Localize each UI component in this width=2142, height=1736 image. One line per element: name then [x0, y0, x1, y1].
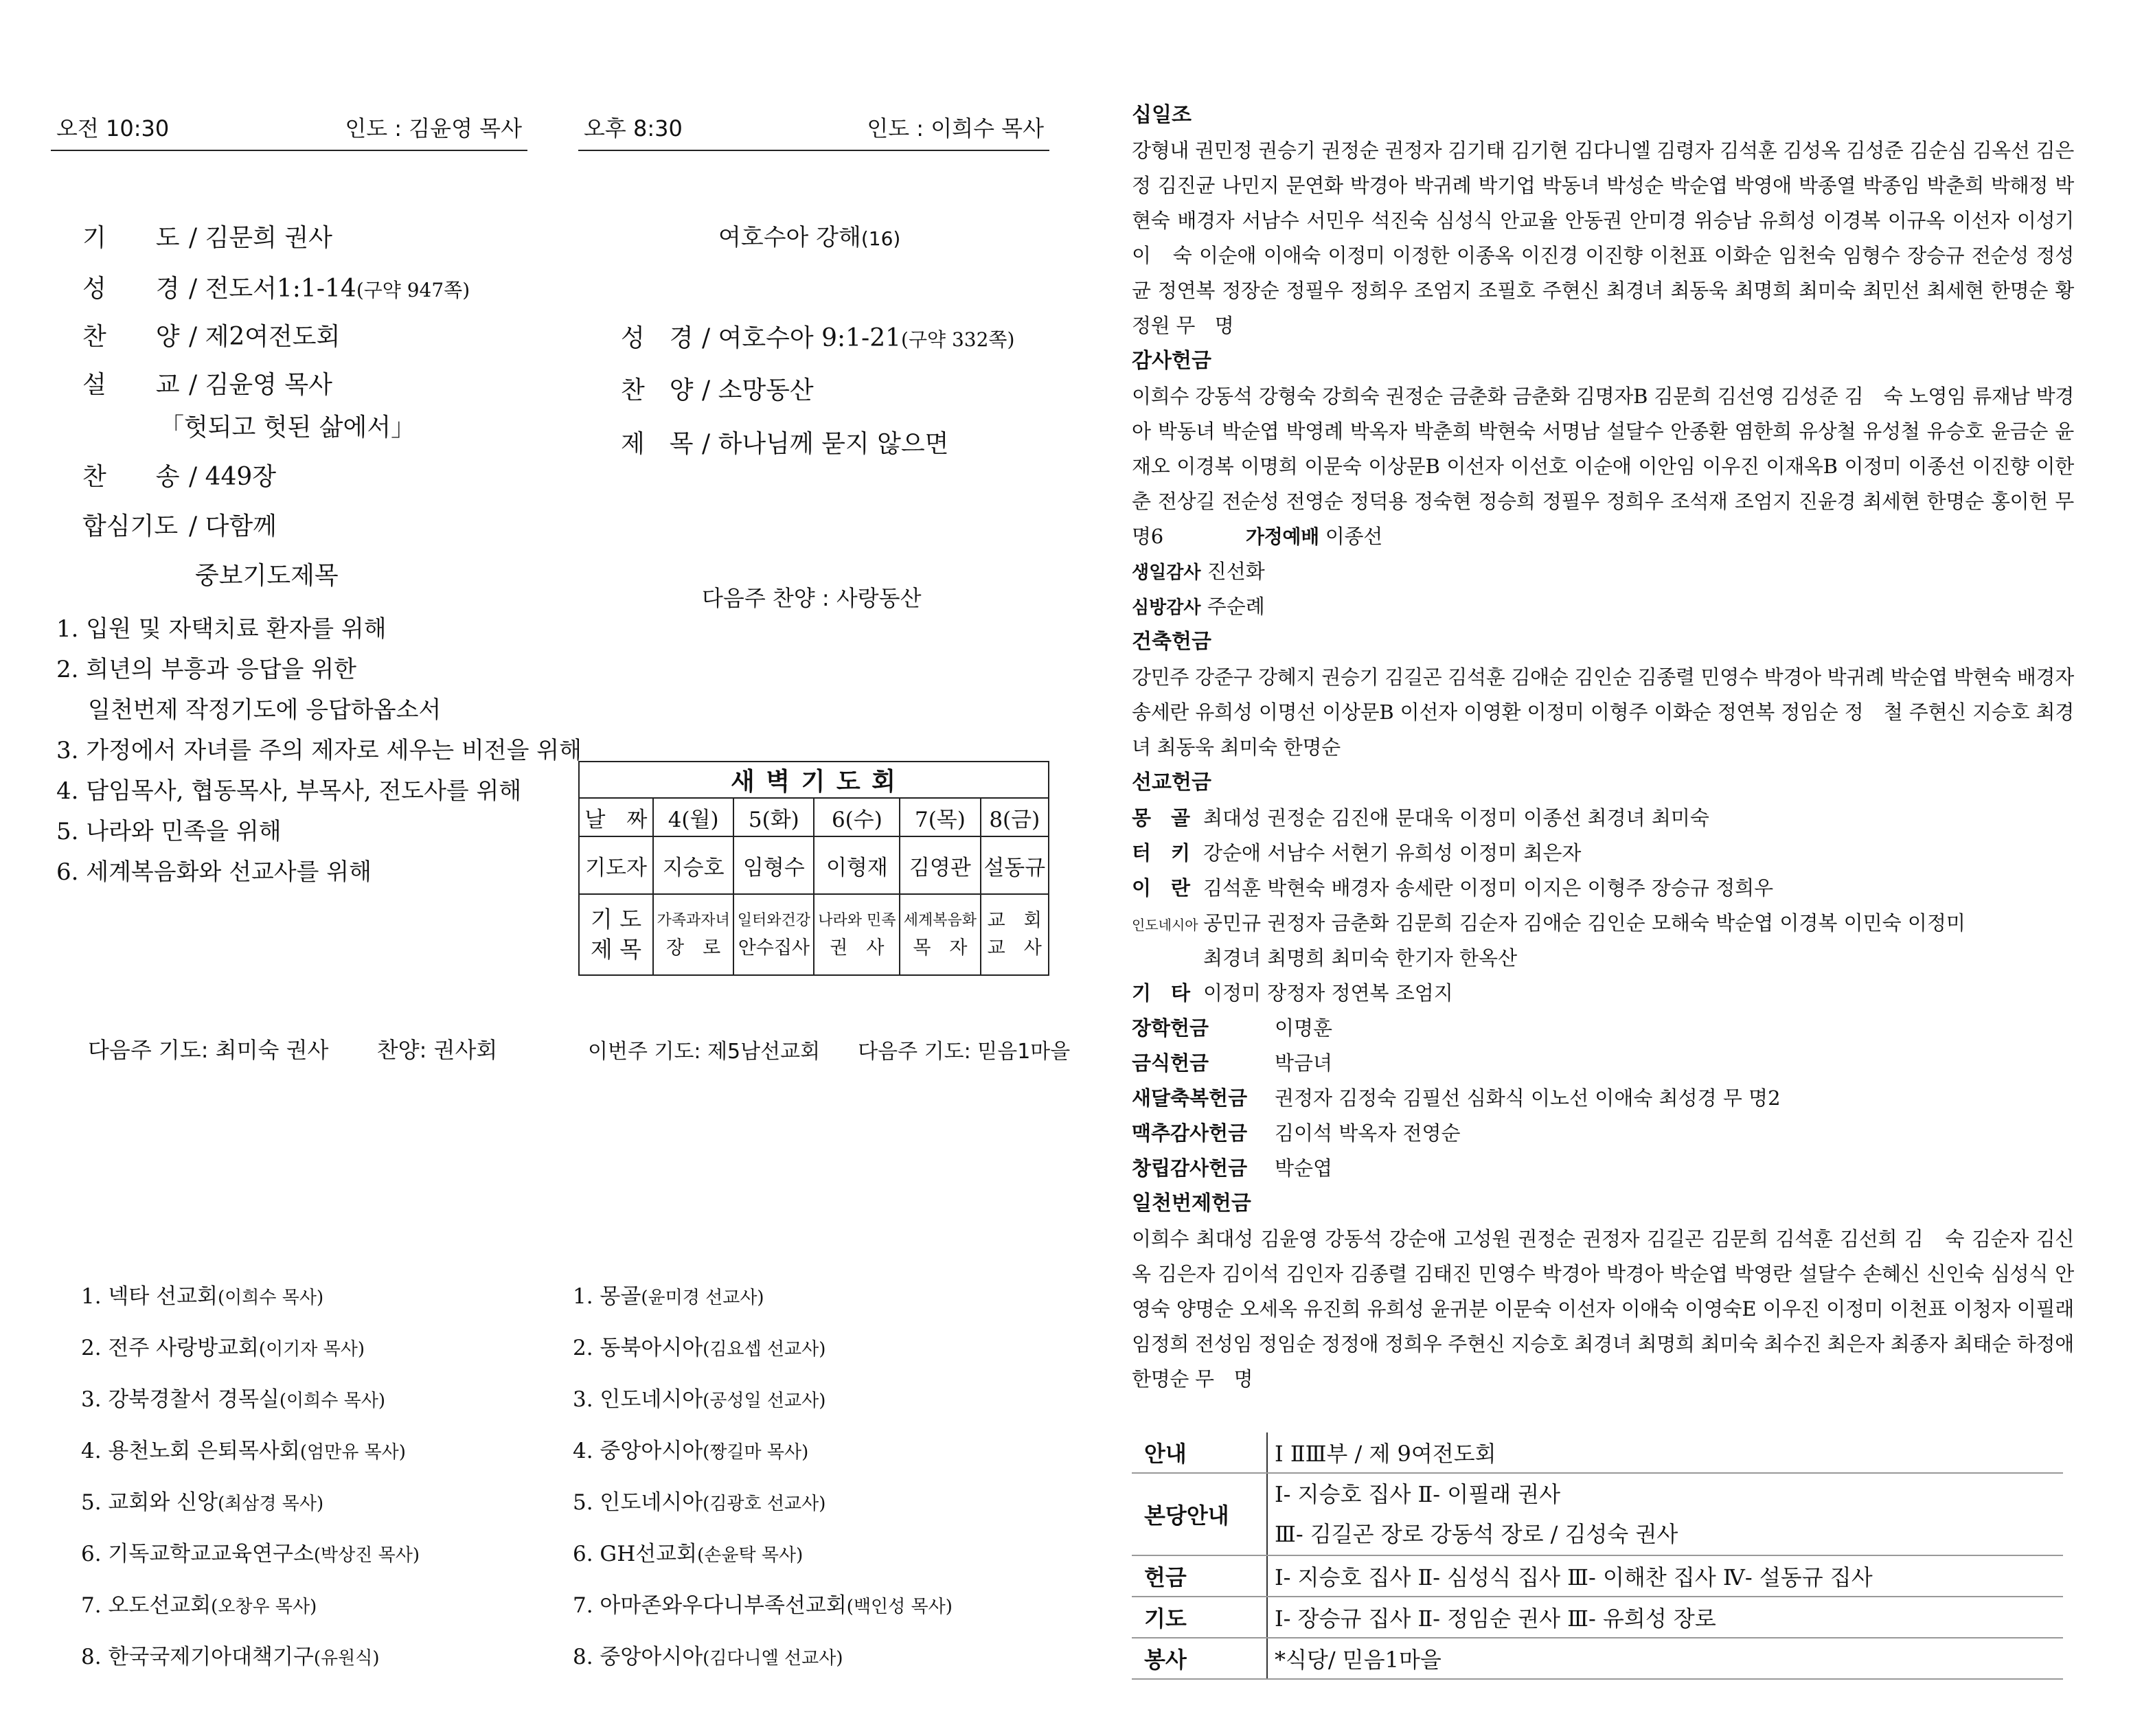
- topic-line: 교 사: [987, 937, 1042, 959]
- order-label: 합심기도: [82, 512, 179, 540]
- topic-cell: [900, 894, 980, 975]
- list-item: [573, 1536, 953, 1588]
- order-label: 성 경: [82, 275, 180, 303]
- evening-time: 오후 8:30: [584, 115, 683, 141]
- list-item: [573, 1382, 953, 1433]
- mission-name: 8. 중앙아시아: [573, 1645, 703, 1669]
- list-item: [81, 1536, 420, 1588]
- mission-name: 3. 인도네시아: [573, 1387, 703, 1412]
- mission-row: [1132, 976, 2074, 1011]
- next-week-prayer: 다음주 기도: 믿음1마을: [858, 1040, 1071, 1064]
- single-offering-names: 김이석 박옥자 전영순: [1275, 1121, 1461, 1145]
- thanks-names-text: 이희수 강동석 강형숙 강희숙 권정순 금춘화 금춘화 김명자B 김문희 김선영 김성준 김 숙 노영임 류재남 박경아 박동녀 박순엽 박영례 박옥자 박춘희 박현숙 서명남 설달수 안종환 염한희 유상철 유성철 유승호 윤금순 윤재오 이경복 이명희 이문숙 이상문B 이선자 이선호 이순애 이안임 이우진 이재옥B 이정미 이종선 이진향 이한춘 전상길 전순성 전영순 정덕용 정숙현 정승희 정필우 정희우 조석재 조엄지 진윤경 최세현 한명순 홍이헌 무 명6: [1132, 385, 2074, 548]
- info-label: 본당안내: [1132, 1473, 1267, 1555]
- evening-prayer-info: [588, 1034, 1070, 1064]
- list-item: [573, 1330, 953, 1382]
- topic-cell: [981, 894, 1049, 975]
- order-value: / 소망동산: [702, 376, 814, 404]
- info-value: *식당/ 믿음1마을: [1267, 1638, 2063, 1679]
- single-offering-row: [1132, 1011, 2074, 1046]
- order-value: / 다함께: [189, 512, 277, 540]
- order-value: / 김윤영 목사: [189, 371, 332, 399]
- info-label: 안내: [1132, 1432, 1267, 1473]
- leader-label: 기도자: [579, 836, 653, 894]
- list-item: 4. 담임목사, 협동목사, 부목사, 전도사를 위해: [56, 777, 522, 805]
- order-value: / 여호수아 9:1-21: [702, 324, 902, 352]
- dawn-prayer-table: [578, 761, 1049, 976]
- mission-sub: (이희수 목사): [218, 1288, 324, 1308]
- mission-name: 3. 강북경찰서 경목실: [81, 1387, 280, 1412]
- mission-name: 5. 인도네시아: [573, 1490, 703, 1515]
- mission-row-names: 이정미 장정자 정연복 조엄지: [1203, 981, 1453, 1005]
- thousand-offering-title: 일천번제헌금: [1132, 1191, 1251, 1215]
- info-row: [1132, 1638, 2063, 1679]
- order-row-scripture: [82, 269, 470, 304]
- mission-sub: (김다니엘 선교사): [703, 1648, 843, 1669]
- topic-cell: [814, 894, 900, 975]
- date-cell: 8(금): [981, 798, 1049, 836]
- info-row: [1132, 1597, 2063, 1638]
- list-item: [573, 1433, 953, 1485]
- mission-sub: (윤미경 선교사): [641, 1288, 764, 1308]
- mission-row-names: 공민규 권정자 금춘화 김문희 김순자 김애순 김인순 모해숙 박순엽 이경복 이민숙 이정미: [1203, 911, 1966, 935]
- evening-title-number: (16): [861, 227, 901, 250]
- evening-next-praise: 다음주 찬양 : 사랑동산: [702, 585, 922, 611]
- family-worship-label: 가정예배: [1245, 525, 1319, 548]
- mission-row: [1132, 871, 2074, 906]
- order-row-praise: [82, 317, 340, 352]
- topic-cell: [653, 894, 733, 975]
- topic-label: [579, 894, 653, 975]
- mission-row-label: 기 타: [1132, 981, 1191, 1005]
- mission-name: 4. 용천노회 은퇴목사회: [81, 1439, 300, 1463]
- mission-sub: (김광호 선교사): [703, 1494, 826, 1514]
- order-label: 설 교: [82, 371, 180, 399]
- visit-label: 심방감사: [1132, 597, 1201, 618]
- list-item: [81, 1588, 420, 1639]
- mission-sub: (김요셉 선교사): [703, 1339, 826, 1360]
- tithe-title: 십일조: [1132, 103, 1192, 127]
- topic-line: 권 사: [830, 937, 885, 959]
- topic-label-line: 기 도: [590, 906, 642, 933]
- mission-name: 6. GH선교회: [573, 1542, 698, 1566]
- intercession-list: [56, 610, 582, 893]
- topic-line: 일터와건강: [737, 912, 810, 929]
- mission-sub: (박상진 목사): [313, 1545, 420, 1566]
- sermon-title: 「헛되고 헛된 삶에서」: [159, 413, 416, 442]
- single-offering-label: 새달축복헌금: [1132, 1086, 1248, 1110]
- topic-line: 교 회: [987, 910, 1042, 931]
- evening-title: [718, 218, 900, 252]
- evening-row-scripture: [621, 319, 1014, 354]
- list-item: [81, 1433, 420, 1485]
- info-label: 기도: [1132, 1597, 1267, 1638]
- thanks-title: 감사헌금: [1132, 349, 1211, 373]
- dawn-title: 새 벽 기 도 회: [579, 762, 1049, 798]
- list-item: 5. 나라와 민족을 위해: [56, 818, 282, 845]
- mission-name: 4. 중앙아시아: [573, 1439, 703, 1463]
- mission-row-names: 최경녀 최명희 최미숙 한기자 한옥산: [1203, 946, 1518, 970]
- order-row-unison-prayer: [82, 507, 277, 542]
- order-row-sermon: [82, 365, 332, 400]
- order-label: 찬 양: [621, 376, 694, 404]
- list-item: [81, 1330, 420, 1382]
- list-item: [573, 1485, 953, 1536]
- date-cell: 6(수): [814, 798, 900, 836]
- next-praise: 찬양: 권사회: [376, 1037, 498, 1063]
- order-label: 기 도: [82, 224, 180, 252]
- mission-sub: (손윤탁 목사): [697, 1545, 804, 1566]
- order-value: / 449장: [189, 463, 277, 491]
- birthday-label: 생일감사: [1132, 562, 1201, 583]
- info-row: [1132, 1432, 2063, 1473]
- mission-row-label: 이 란: [1132, 876, 1191, 900]
- visit-name: 주순례: [1207, 595, 1265, 618]
- mission-row-label: 터 키: [1132, 841, 1191, 865]
- order-row-prayer: [82, 218, 332, 253]
- info-line: Ⅰ- 지승호 집사 Ⅱ- 이필래 권사: [1275, 1481, 1560, 1507]
- mission-name: 5. 교회와 신앙: [81, 1490, 218, 1515]
- mission-name: 7. 오도선교회: [81, 1593, 212, 1618]
- mission-sub: (백인성 목사): [846, 1597, 953, 1617]
- building-title: 건축헌금: [1132, 630, 1211, 654]
- building-names: 강민주 강준구 강혜지 권승기 김길곤 김석훈 김애순 김인순 김종렬 민영수 박경아 박귀례 박순엽 박현숙 배경자 송세란 유희성 이명선 이상문B 이선자 이영환 이정미 이형주 이화순 정연복 정임순 정 철 주현신 지승호 최경녀 최동욱 최미숙 한명순: [1132, 665, 2074, 759]
- topic-line: 나라와 민족: [818, 912, 896, 929]
- leader-cell: 임형수: [733, 836, 814, 894]
- list-item: 일천번제 작정기도에 응답하옵소서: [88, 696, 442, 724]
- single-offering-label: 창립감사헌금: [1132, 1156, 1248, 1180]
- next-prayer: 다음주 기도: 최미숙 권사: [88, 1037, 329, 1063]
- mission-row-names: 최대성 권정순 김진애 문대욱 이정미 이종선 최경녀 최미숙: [1203, 806, 1709, 830]
- list-item: [81, 1279, 420, 1330]
- info-value: [1267, 1473, 2063, 1555]
- order-value: / 제2여전도회: [189, 323, 341, 351]
- mission-name: 6. 기독교학교교육연구소: [81, 1542, 314, 1566]
- mission-name: 8. 한국국제기아대책기구: [81, 1645, 314, 1669]
- topic-line: 장 로: [666, 937, 721, 959]
- mission-offering-title: 선교헌금: [1132, 770, 1211, 795]
- single-offering-label: 금식헌금: [1132, 1051, 1209, 1075]
- order-label: 성 경: [621, 324, 694, 352]
- mission-sub: (이기자 목사): [258, 1339, 365, 1360]
- thanks-names: [1132, 379, 2074, 554]
- topic-line: 가족과자녀: [657, 912, 730, 929]
- single-offering-label: 맥추감사헌금: [1132, 1121, 1248, 1145]
- single-offering-names: 권정자 김정숙 김필선 심화식 이노선 이애숙 최성경 무 명2: [1275, 1086, 1781, 1110]
- order-row-hymn: [82, 457, 276, 492]
- leader-cell: 설동규: [981, 836, 1049, 894]
- mission-sub: (공성일 선교사): [703, 1391, 826, 1411]
- leader-cell: 지승호: [653, 836, 733, 894]
- single-offering-row: [1132, 1151, 2074, 1186]
- info-value: Ⅰ- 장승규 집사 Ⅱ- 정임순 권사 Ⅲ- 유희성 장로: [1267, 1597, 2063, 1638]
- list-item: [573, 1588, 953, 1639]
- mission-row: [1132, 836, 2074, 871]
- mission-sub: (유원식): [313, 1648, 380, 1669]
- morning-header: [51, 117, 527, 151]
- date-cell: 4(월): [653, 798, 733, 836]
- order-value: / 김문희 권사: [189, 224, 332, 252]
- leader-cell: 김영관: [900, 836, 980, 894]
- mission-name: 2. 동북아시아: [573, 1336, 703, 1360]
- list-item: [573, 1639, 953, 1691]
- single-offering-row: [1132, 1046, 2074, 1081]
- topic-label-line: 제 목: [590, 936, 642, 963]
- date-cell: 5(화): [733, 798, 814, 836]
- birthday-thanks: [1132, 554, 2074, 589]
- visit-thanks: [1132, 589, 2074, 624]
- intercession-title: 중보기도제목: [195, 562, 339, 590]
- info-row: [1132, 1473, 2063, 1555]
- evening-title-text: 여호수아 강해: [718, 224, 861, 251]
- info-row: [1132, 1555, 2063, 1597]
- morning-next-info: [88, 1033, 497, 1064]
- mission-sub: (최삼경 목사): [218, 1494, 324, 1514]
- morning-time: 오전 10:30: [56, 115, 170, 141]
- order-note: (구약 332쪽): [901, 328, 1015, 351]
- mission-row-names: 강순애 서남수 서현기 유희성 이정미 최은자: [1203, 841, 1582, 865]
- tithe-names: 강형내 권민정 권승기 권정순 권정자 김기태 김기현 김다니엘 김령자 김석훈 김성옥 김성준 김순심 김옥선 김은정 김진균 나민지 문연화 박경아 박귀례 박기업 박동녀 박성순 박순엽 박영애 박종열 박종임 박춘희 박해정 박현숙 배경자 서남수 서민우 석진숙 심성식 안교율 안동권 안미경 위승남 유희성 이경복 이규옥 이선자 이성기 이 숙 이순애 이애숙 이정미 이정한 이종옥 이진경 이진향 이천표 이화순 임천숙 임형수 장승규 전순성 정성균 정연복 정장순 정필우 정희우 조엄지 조필호 주현신 최경녀 최동욱 최명희 최미숙 최민선 최세현 한명순 황정원 무 명: [1132, 139, 2074, 337]
- missions-right-list: [573, 1279, 953, 1691]
- mission-name: 1. 몽골: [573, 1284, 641, 1309]
- single-offering-names: 박순엽: [1275, 1156, 1333, 1180]
- date-cell: 7(목): [900, 798, 980, 836]
- evening-row-topic: [621, 424, 948, 459]
- info-label: 헌금: [1132, 1555, 1267, 1597]
- list-item: [573, 1279, 953, 1330]
- mission-sub: (이희수 목사): [279, 1391, 385, 1411]
- single-offering-names: 박금녀: [1275, 1051, 1333, 1075]
- evening-header: [578, 117, 1049, 151]
- mission-name: 7. 아마존와우다니부족선교회: [573, 1593, 847, 1618]
- info-table: [1132, 1432, 2063, 1680]
- date-label: 날 짜: [579, 798, 653, 836]
- mission-row-names: 김석훈 박현숙 배경자 송세란 이정미 이지은 이형주 장승규 정희우: [1203, 876, 1774, 900]
- mission-name: 1. 넥타 선교회: [81, 1284, 218, 1309]
- topic-cell: [733, 894, 814, 975]
- order-label: 찬 양: [82, 323, 180, 351]
- missions-left-list: [81, 1279, 420, 1691]
- single-offering-row: [1132, 1116, 2074, 1151]
- family-worship-name: 이종선: [1325, 525, 1382, 548]
- mission-sub: (오창우 목사): [211, 1597, 317, 1617]
- list-item: [81, 1639, 420, 1691]
- morning-leader: 인도 : 김윤영 목사: [345, 115, 522, 141]
- topic-line: 안수집사: [738, 937, 810, 959]
- mission-row-label: 인도네시아: [1132, 917, 1198, 933]
- mission-row: [1132, 941, 2074, 976]
- info-line: Ⅲ- 김길곤 장로 강동석 장로 / 김성숙 권사: [1275, 1521, 1678, 1547]
- list-item: [81, 1485, 420, 1536]
- evening-row-praise: [621, 371, 814, 406]
- evening-leader: 인도 : 이희수 목사: [867, 115, 1044, 141]
- offerings-column: [1132, 98, 2074, 1397]
- order-value: / 하나님께 묻지 않으면: [702, 430, 949, 458]
- order-note: (구약 947쪽): [356, 279, 470, 301]
- info-label: 봉사: [1132, 1638, 1267, 1679]
- list-item: [81, 1382, 420, 1433]
- list-item: 2. 희년의 부흥과 응답을 위한: [56, 656, 356, 683]
- list-item: 6. 세계복음화와 선교사를 위해: [56, 858, 372, 886]
- info-value: Ⅰ ⅡⅢ부 / 제 9여전도회: [1267, 1432, 2063, 1473]
- leader-cell: 이형재: [814, 836, 900, 894]
- info-value: Ⅰ- 지승호 집사 Ⅱ- 심성식 집사 Ⅲ- 이해찬 집사 Ⅳ- 설동규 집사: [1267, 1555, 2063, 1597]
- topic-line: 목 자: [913, 937, 968, 959]
- order-label: 찬 송: [82, 463, 180, 491]
- mission-row: [1132, 906, 2074, 941]
- order-value: / 전도서1:1-14: [189, 275, 356, 303]
- this-week-prayer: 이번주 기도: 제5남선교회: [588, 1040, 821, 1064]
- birthday-name: 진선화: [1207, 560, 1265, 583]
- mission-sub: (엄만유 목사): [299, 1442, 406, 1463]
- mission-row: [1132, 801, 2074, 836]
- order-label: 제 목: [621, 430, 694, 458]
- mission-row-label: 몽 골: [1132, 806, 1191, 830]
- single-offering-row: [1132, 1081, 2074, 1116]
- single-offering-names: 이명훈: [1275, 1016, 1333, 1040]
- topic-line: 세계복음화: [903, 912, 977, 929]
- list-item: 1. 입원 및 자택치료 환자를 위해: [56, 615, 387, 643]
- thousand-offering-names: 이희수 최대성 김윤영 강동석 강순애 고성원 권정순 권정자 김길곤 김문희 김석훈 김선희 김 숙 김순자 김신옥 김은자 김이석 김인자 김종렬 김태진 민영수 박경아 박경아 박순엽 박영란 설달수 손혜신 신인숙 심성식 안영숙 양명순 오세옥 유진희 유희성 윤귀분 이문숙 이선자 이애숙 이영숙E 이우진 이정미 이천표 이청자 이필래 임정희 전성임 정임순 정정애 정희우 주현신 지승호 최경녀 최명희 최미숙 최수진 최은자 최종자 최태순 하정애 한명순 무 명: [1132, 1227, 2074, 1391]
- mission-sub: (짱길마 목사): [703, 1442, 809, 1463]
- list-item: 3. 가정에서 자녀를 주의 제자로 세우는 비전을 위해: [56, 737, 582, 764]
- single-offering-label: 장학헌금: [1132, 1016, 1209, 1040]
- mission-name: 2. 전주 사랑방교회: [81, 1336, 259, 1360]
